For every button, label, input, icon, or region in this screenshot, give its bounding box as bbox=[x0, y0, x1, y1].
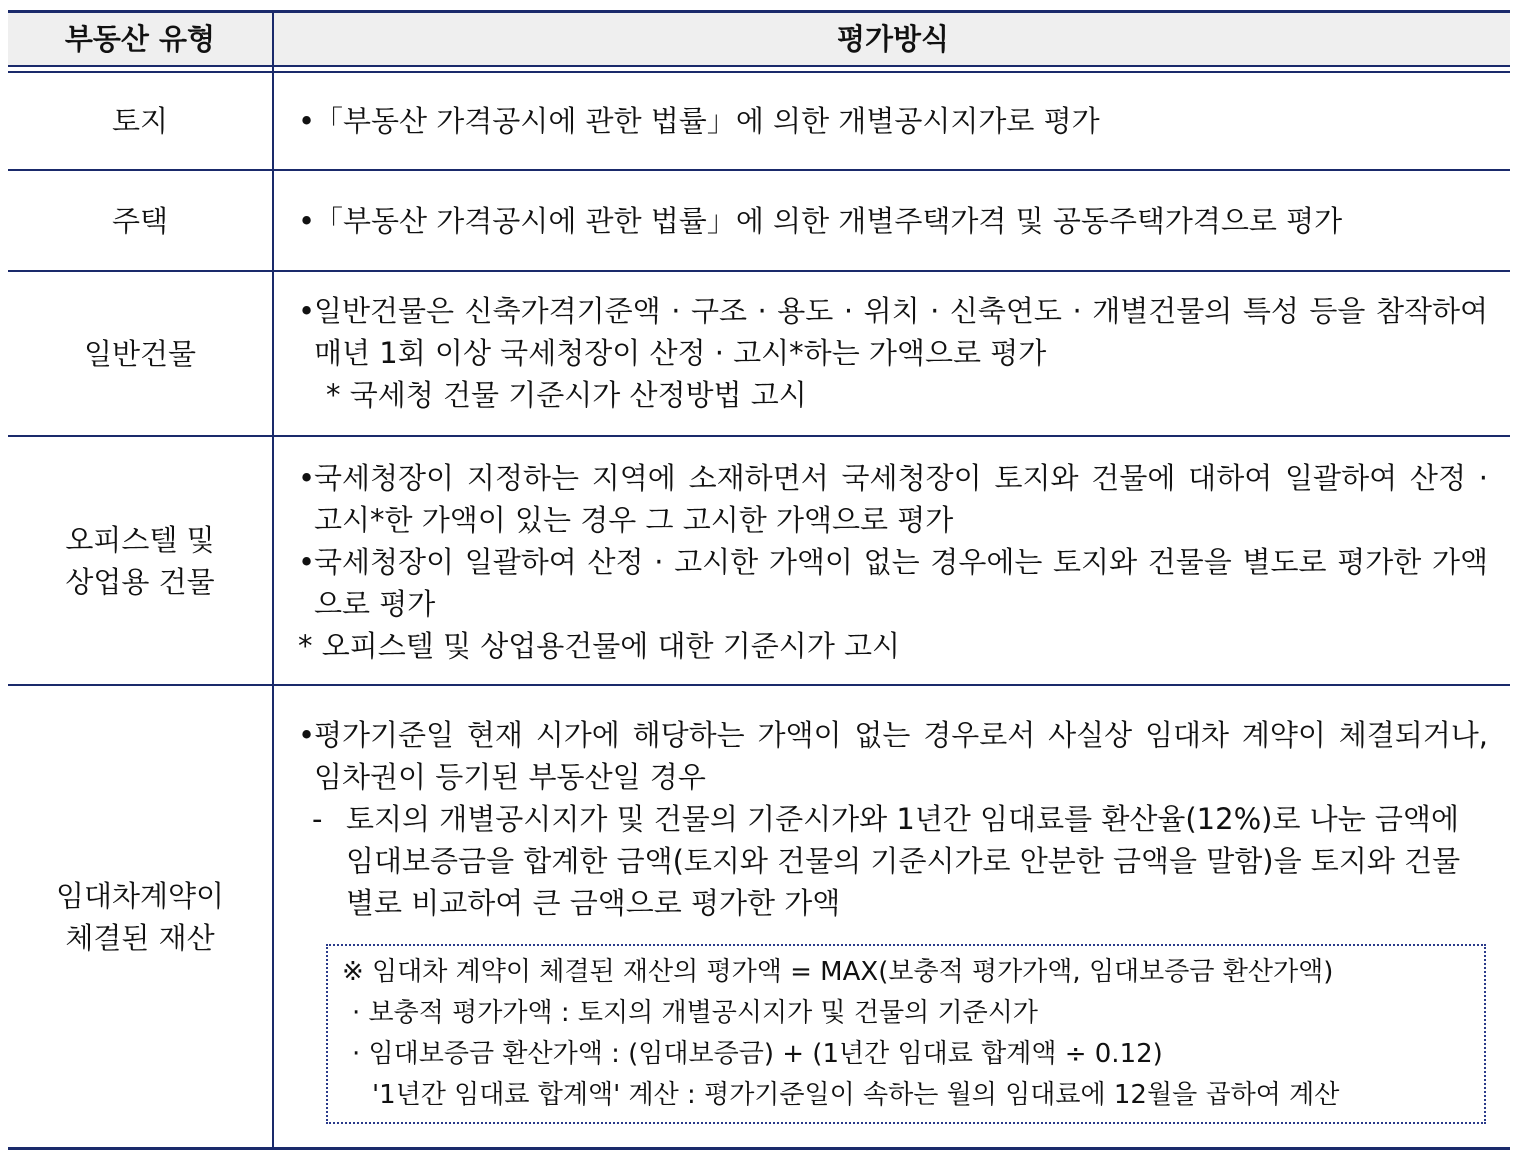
bullet-text: 국세청장이 일괄하여 산정 · 고시한 가액이 없는 경우에는 토지와 건물을 별도로 평가한 가액으로 평가 bbox=[314, 545, 1488, 621]
valuation-table bbox=[8, 10, 1510, 1152]
row-type-general-building bbox=[8, 272, 272, 435]
header-type-cell bbox=[8, 13, 272, 65]
row-method-land bbox=[274, 73, 1510, 169]
row-type-house bbox=[8, 171, 272, 270]
header-type-label: 부동산 유형 bbox=[64, 22, 216, 56]
header-method-label: 평가방식 bbox=[836, 22, 950, 56]
row-method-leased-property bbox=[274, 686, 1510, 1147]
bullet-item bbox=[298, 714, 1488, 798]
bullet-text: 평가기준일 현재 시가에 해당하는 가액이 없는 경우로서 사실상 임대차 계약이 체결되거나, 임차권이 등기된 부동산일 경우 bbox=[314, 718, 1488, 794]
bullet-icon: • bbox=[298, 545, 316, 579]
row-type-officetel bbox=[8, 437, 272, 684]
formula-line: ※ 임대차 계약이 체결된 재산의 평가액 = MAX(보충적 평가가액, 임대보증금 환산가액) bbox=[342, 957, 1334, 987]
bullet-item bbox=[298, 100, 1100, 142]
row-type-label: 일반건물 bbox=[83, 336, 197, 371]
bullet-text: 「부동산 가격공시에 관한 법률」에 의한 개별주택가격 및 공동주택가격으로 평가 bbox=[314, 203, 1343, 238]
row-type-label-line2: 상업용 건물 bbox=[65, 564, 215, 599]
bullet-text: 국세청장이 지정하는 지역에 소재하면서 국세청장이 토지와 건물에 대하여 일괄하여 산정 · 고시*한 가액이 있는 경우 그 고시한 가액으로 평가 bbox=[314, 461, 1488, 537]
row-type-label: 토지 bbox=[111, 104, 169, 138]
row-type-label: 주택 bbox=[111, 203, 169, 238]
bullet-item bbox=[298, 200, 1342, 242]
row-type-label-line1: 오피스텔 및 bbox=[65, 522, 215, 557]
row-type-label-line2: 체결된 재산 bbox=[65, 920, 215, 955]
row-type-leased-property bbox=[8, 686, 272, 1147]
formula-line: '1년간 임대료 합계액' 계산 : 평가기준일이 속하는 월의 임대료에 12월을 곱하여 계산 bbox=[372, 1080, 1340, 1110]
row-method-general-building bbox=[274, 272, 1510, 435]
bullet-item bbox=[298, 290, 1488, 374]
row-method-officetel bbox=[274, 437, 1510, 684]
bullet-item bbox=[298, 541, 1488, 625]
footnote: * 오피스텔 및 상업용건물에 대한 기준시가 고시 bbox=[298, 629, 901, 663]
formula-box bbox=[326, 944, 1486, 1124]
dash-icon: - bbox=[312, 802, 323, 836]
row-type-land bbox=[8, 73, 272, 169]
bullet-icon: • bbox=[298, 203, 316, 238]
bullet-item bbox=[298, 457, 1488, 541]
bullet-icon: • bbox=[298, 718, 316, 752]
bullet-text: 「부동산 가격공시에 관한 법률」에 의한 개별공시지가로 평가 bbox=[314, 104, 1100, 138]
table-bottom-border bbox=[8, 1147, 1510, 1150]
dash-item bbox=[298, 798, 1488, 924]
bullet-icon: • bbox=[298, 104, 316, 138]
bullet-icon: • bbox=[298, 461, 316, 495]
bullet-icon: • bbox=[298, 294, 316, 328]
header-divider-1 bbox=[8, 65, 1510, 67]
bullet-text: 일반건물은 신축가격기준액 · 구조 · 용도 · 위치 · 신축연도 · 개별건물의 특성 등을 참작하여 매년 1회 이상 국세청장이 산정 · 고시*하는 가액으로 평가 bbox=[314, 294, 1488, 370]
footnote: * 국세청 건물 기준시가 산정방법 고시 bbox=[326, 378, 807, 412]
formula-line: · 임대보증금 환산가액 : (임대보증금) + (1년간 임대료 합계액 ÷ 0.12) bbox=[352, 1039, 1163, 1069]
row-type-label-line1: 임대차계약이 bbox=[55, 878, 225, 913]
formula-line: · 보충적 평가가액 : 토지의 개별공시지가 및 건물의 기준시가 bbox=[352, 998, 1038, 1028]
header-method-cell bbox=[274, 13, 1510, 65]
dash-text: 토지의 개별공시지가 및 건물의 기준시가와 1년간 임대료를 환산율(12%)로 나눈 금액에 임대보증금을 합계한 금액(토지와 건물의 기준시가로 안분한 금액을 말함)을 토지와 건물별로 비교하여 큰 금액으로 평가한 가액 bbox=[346, 802, 1461, 920]
row-method-house bbox=[274, 171, 1510, 270]
